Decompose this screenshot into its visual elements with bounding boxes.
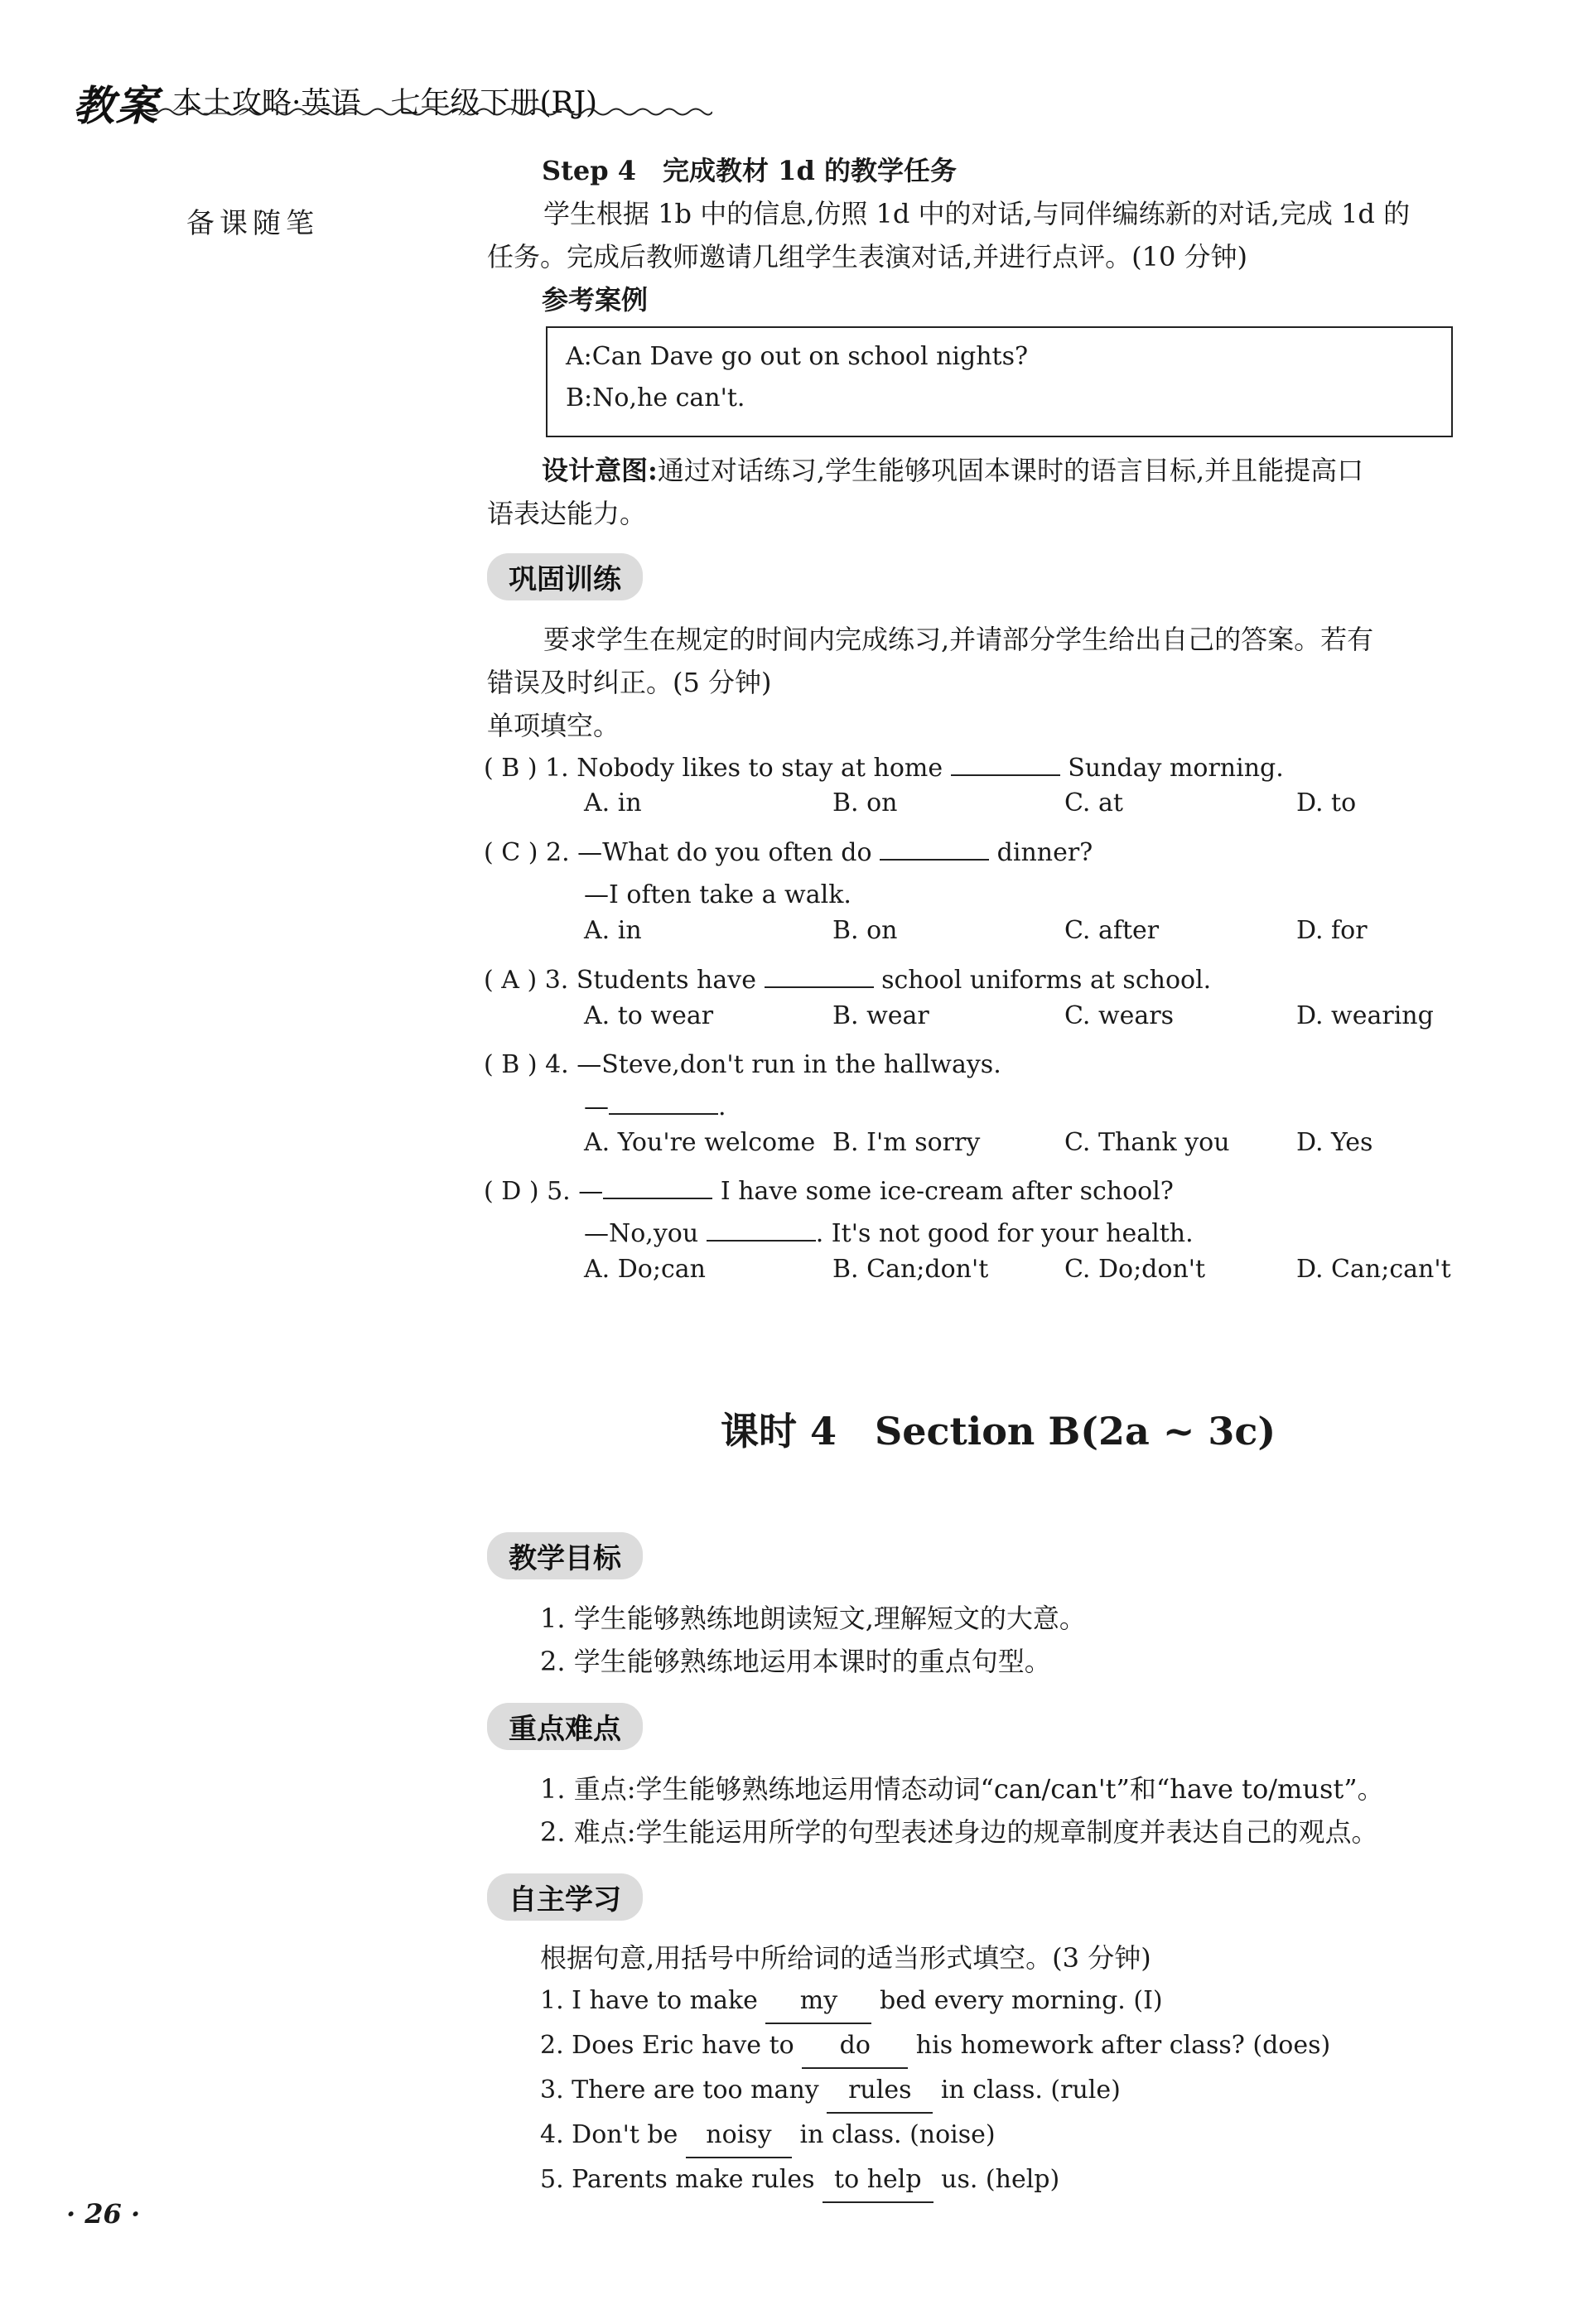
filled-answer: do <box>802 2024 908 2069</box>
design-text-2: 语表达能力。 <box>487 498 647 529</box>
option-b: B. I'm sorry <box>832 1128 981 1157</box>
option-d: D. to <box>1296 788 1357 817</box>
list-item <box>540 2069 1513 2114</box>
item-text: us. (help) <box>941 2165 1060 2194</box>
answer-blank <box>951 750 1060 776</box>
item-text: 4. Don't be <box>540 2120 678 2149</box>
question-stem: 3. Students have <box>544 966 756 995</box>
option-a: A. in <box>584 916 642 945</box>
list-item: 1. 学生能够熟练地朗读短文,理解短文的大意。 <box>540 1603 1086 1634</box>
header-title: 教案 <box>73 81 159 130</box>
question-stem-end: dinner? <box>996 838 1093 867</box>
question-4-reply <box>584 1086 726 1129</box>
answer-mark: ( D ) <box>484 1177 539 1206</box>
filled-answer: noisy <box>686 2114 792 2158</box>
list-item <box>540 2114 1513 2158</box>
selfstudy-tag <box>487 1873 643 1921</box>
selfstudy-tag-label: 自主学习 <box>487 1873 643 1921</box>
consolidation-line2: 错误及时纠正。(5 分钟) <box>487 667 772 698</box>
answer-blank <box>609 1088 718 1115</box>
option-c: C. at <box>1064 788 1123 817</box>
item-text: his homework after class? (does) <box>915 2031 1331 2060</box>
sidebar-note: 备课随笔 <box>186 207 319 240</box>
question-3 <box>484 959 1211 1002</box>
answer-mark: ( C ) <box>484 838 538 867</box>
item-text: in class. (noise) <box>799 2120 996 2149</box>
question-2-reply: —I often take a walk. <box>584 880 851 909</box>
reference-label: 参考案例 <box>542 284 649 316</box>
option-b: B. on <box>832 788 898 817</box>
reply-start: —No,you <box>584 1219 699 1248</box>
option-a: A. to wear <box>584 1001 714 1030</box>
item-text: 2. Does Eric have to <box>540 2031 794 2060</box>
item-text: 1. I have to make <box>540 1986 758 2015</box>
step4-heading: Step 4 完成教材 1d 的教学任务 <box>542 155 957 186</box>
option-b: B. on <box>832 916 898 945</box>
answer-mark: ( B ) <box>484 1050 538 1079</box>
option-d: D. wearing <box>1296 1001 1434 1030</box>
option-a: A. You're welcome <box>584 1128 816 1157</box>
selfstudy-intro: 根据句意,用括号中所给词的适当形式填空。(3 分钟) <box>540 1942 1151 1974</box>
dialog-line: A:Can Dave go out on school nights? <box>566 342 1029 371</box>
question-type: 单项填空。 <box>487 710 620 741</box>
option-d: D. for <box>1296 916 1368 945</box>
step4-line2: 任务。完成后教师邀请几组学生表演对话,并进行点评。(10 分钟) <box>487 241 1248 272</box>
question-stem-end: Sunday morning. <box>1068 754 1284 783</box>
keypoints-tag <box>487 1703 643 1750</box>
list-item: 1. 重点:学生能够熟练地运用情态动词“can/can't”和“have to/must”。 <box>540 1773 1384 1805</box>
option-c: C. after <box>1064 916 1160 945</box>
answer-blank <box>765 962 874 988</box>
step4-line1: 学生根据 1b 中的信息,仿照 1d 中的对话,与同伴编练新的对话,完成 1d 的 <box>543 198 1411 229</box>
consolidation-intro <box>487 618 1460 747</box>
option-c: C. Do;don't <box>1064 1255 1206 1284</box>
item-text: 5. Parents make rules <box>540 2165 815 2194</box>
dialog-line: B:No,he can't. <box>566 383 745 412</box>
list-item: 2. 学生能够熟练地运用本课时的重点句型。 <box>540 1646 1051 1677</box>
question-stem: 5. — <box>547 1177 604 1206</box>
answer-blank <box>880 834 989 861</box>
option-a: A. Do;can <box>584 1255 706 1284</box>
option-d: D. Yes <box>1296 1128 1373 1157</box>
reply-end: . It's not good for your health. <box>815 1219 1194 1248</box>
list-item <box>540 2024 1513 2069</box>
reply-dash: — <box>584 1092 609 1121</box>
selfstudy-section <box>540 1936 1513 2203</box>
consolidation-line1: 要求学生在规定的时间内完成练习,并请部分学生给出自己的答案。若有 <box>543 624 1374 655</box>
header-subtitle: 本土攻略·英语 七年级下册(RJ) <box>172 86 598 120</box>
list-item <box>540 2158 1513 2203</box>
option-b: B. Can;don't <box>832 1255 989 1284</box>
question-5 <box>484 1170 1174 1213</box>
filled-answer: rules <box>827 2069 933 2114</box>
keypoints-tag-label: 重点难点 <box>487 1703 643 1750</box>
answer-mark: ( B ) <box>484 754 538 783</box>
question-stem-end: I have some ice-cream after school? <box>720 1177 1174 1206</box>
question-stem: 2. —What do you often do <box>545 838 872 867</box>
objectives-tag-label: 教学目标 <box>487 1532 643 1579</box>
question-2 <box>484 832 1093 875</box>
design-intent <box>487 449 1460 535</box>
design-text: 通过对话练习,学生能够巩固本课时的语言目标,并且能提高口 <box>657 455 1364 486</box>
option-b: B. wear <box>832 1001 929 1030</box>
option-c: C. Thank you <box>1064 1128 1230 1157</box>
question-stem: 1. Nobody likes to stay at home <box>545 754 943 783</box>
consolidation-tag-label: 巩固训练 <box>487 553 643 600</box>
question-stem-end: school uniforms at school. <box>881 966 1212 995</box>
question-1 <box>484 747 1284 790</box>
question-stem: 4. —Steve,don't run in the hallways. <box>545 1050 1001 1079</box>
consolidation-tag <box>487 553 643 600</box>
design-label: 设计意图: <box>542 455 658 486</box>
list-item: 2. 难点:学生能运用所学的句型表述身边的规章制度并表达自己的观点。 <box>540 1816 1378 1848</box>
option-c: C. wears <box>1064 1001 1175 1030</box>
item-text: 3. There are too many <box>540 2076 819 2105</box>
answer-blank <box>603 1173 712 1199</box>
option-d: D. Can;can't <box>1296 1255 1451 1284</box>
filled-answer: my <box>765 1979 871 2024</box>
header-wavy-underline <box>133 106 712 118</box>
objectives-list <box>540 1597 1513 1683</box>
objectives-tag <box>487 1532 643 1579</box>
answer-blank <box>707 1215 816 1242</box>
keypoints-list <box>540 1767 1513 1854</box>
filled-answer: to help <box>823 2158 933 2203</box>
item-text: bed every morning. (I) <box>880 1986 1163 2015</box>
list-item <box>540 1979 1513 2024</box>
item-text: in class. (rule) <box>940 2076 1121 2105</box>
lesson-title: 课时 4 Section B(2a ~ 3c) <box>721 1409 1276 1454</box>
step4-section <box>487 149 1460 321</box>
answer-mark: ( A ) <box>484 966 538 995</box>
reply-end: . <box>718 1092 726 1121</box>
page-number: · 26 · <box>66 2198 141 2230</box>
question-4 <box>484 1044 1001 1087</box>
reference-dialog-box <box>546 326 1453 437</box>
option-a: A. in <box>584 788 642 817</box>
question-5-reply <box>584 1213 1194 1256</box>
